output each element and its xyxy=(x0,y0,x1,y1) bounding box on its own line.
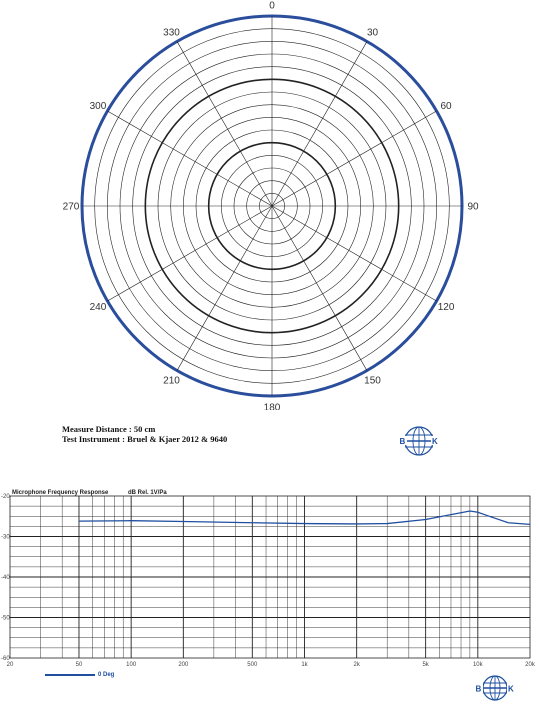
polar-spoke xyxy=(272,206,367,371)
test-instrument-text: Test Instrument : Bruel & Kjaer 2012 & 9640 xyxy=(62,434,228,444)
y-tick-label: -40 xyxy=(1,575,10,581)
polar-angle-label: 240 xyxy=(89,302,107,313)
logo-letter-left: B xyxy=(399,437,406,446)
x-tick-label: 100 xyxy=(126,662,137,668)
x-tick-label: 10k xyxy=(472,662,483,668)
polar-spoke xyxy=(272,111,437,206)
chart-title: Microphone Frequency Response xyxy=(12,490,109,496)
x-tick-label: 20k xyxy=(525,662,535,668)
polar-angle-label: 150 xyxy=(364,375,381,387)
polar-spoke xyxy=(177,206,272,371)
x-tick-label: 1k xyxy=(301,662,308,668)
polar-spoke xyxy=(107,206,272,301)
polar-angle-label: 90 xyxy=(467,201,479,213)
polar-angle-label: 330 xyxy=(163,27,180,39)
polar-angle-label: 30 xyxy=(366,27,379,39)
y-axis-label: dB Rel. 1V/Pa xyxy=(128,490,167,496)
polar-angle-label: 180 xyxy=(263,402,281,410)
x-tick-label: 5k xyxy=(422,662,429,668)
logo-letter-right: K xyxy=(508,684,514,694)
polar-angle-label: 210 xyxy=(163,375,180,387)
x-tick-label: 50 xyxy=(75,662,83,668)
x-tick-label: 200 xyxy=(178,662,189,668)
polar-angle-label: 60 xyxy=(440,101,452,112)
polar-grid xyxy=(82,16,462,396)
chart-legend xyxy=(45,672,114,678)
measure-distance-text: Measure Distance : 50 cm xyxy=(62,424,156,434)
x-tick-label: 2k xyxy=(353,662,360,668)
polar-spoke xyxy=(272,41,367,206)
y-tick-label: -30 xyxy=(1,534,10,541)
y-tick-label: -20 xyxy=(1,494,10,500)
logo-letter-right: K xyxy=(432,437,438,446)
x-tick-label: 500 xyxy=(247,662,258,668)
frequency-response-chart xyxy=(0,488,539,668)
y-tick-label: -60 xyxy=(1,656,10,662)
polar-angle-label: 0 xyxy=(269,0,275,12)
legend-label: 0 Deg xyxy=(98,672,115,678)
polar-angle-label: 120 xyxy=(437,302,455,313)
bruel-kjaer-logo-bottom xyxy=(474,672,516,704)
polar-angle-label: 300 xyxy=(89,101,107,112)
logo-letter-left: B xyxy=(475,684,482,694)
x-tick-label: 20 xyxy=(6,662,14,668)
polar-spoke xyxy=(107,111,272,206)
polar-spoke xyxy=(177,41,272,206)
polar-angle-label: 270 xyxy=(62,201,80,213)
polar-spoke xyxy=(272,206,437,301)
legend-line-swatch xyxy=(45,674,95,676)
y-tick-label: -50 xyxy=(1,615,10,622)
bruel-kjaer-logo-top xyxy=(398,423,440,459)
measurement-info xyxy=(62,424,227,444)
